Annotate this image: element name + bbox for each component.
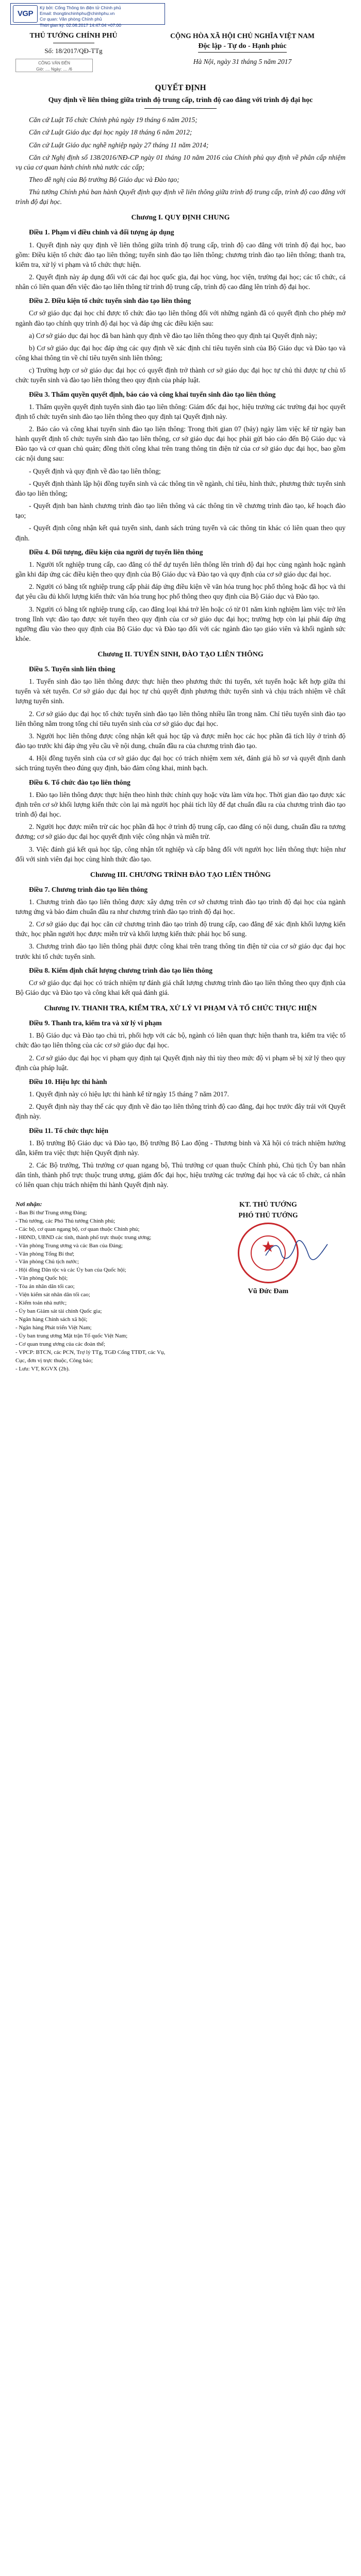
article-title: Điều 10. Hiệu lực thi hành [29, 1077, 107, 1086]
article-paragraph: 2. Cơ sở giáo dục đại học tổ chức tuyển sinh đào tạo liên thông nhiều lần trong năm. Chỉ tiêu tuyển sinh đào tạo liên thông nằm trong tổng chỉ tiêu tuyển sinh của cơ sở giáo dục đại học. [15, 709, 346, 727]
handwritten-signature [263, 1240, 330, 1261]
recipient-item: - Văn phòng Chủ tịch nước; [15, 1259, 79, 1265]
article-paragraph: 2. Người học được miễn trừ các học phần đã học ở trình độ trung cấp, cao đẳng có nội dung, chuẩn đầu ra tương đương; cơ sở giáo dục đại học quyết định việc công nhận và miễn trừ. [15, 823, 346, 841]
article-paragraph: 2. Báo cáo và công khai tuyển sinh đào tạo liên thông: Trong thời gian 07 (bảy) ngày làm việc kể từ ngày ban hành quyết định tổ chức tuyển sinh đào tạo liên thông, cơ sở giáo dục đại học phải gửi báo cáo đến Bộ Giáo dục và Đào tạo và cơ quan chủ quản; đồng thời công khai trên trang thông tin điện tử của cơ sở giáo dục đại học, bao gồm các nội dung sau: [15, 425, 346, 463]
article-paragraph: c) Trường hợp cơ sở giáo dục đại học có quyết định trở thành cơ sở giáo dục đại học tự chủ thì được tự chủ tổ chức tuyển sinh và đào tạo liên thông theo quy định của pháp luật. [15, 366, 346, 384]
signer-role: KT. THỦ TƯỚNG [239, 1201, 297, 1209]
article-paragraph: 2. Các Bộ trưởng, Thủ trưởng cơ quan ngang bộ, Thủ trưởng cơ quan thuộc Chính phủ, Chủ tịch Ủy ban nhân dân tỉnh, thành phố trực thuộc trung ương, giám đốc đại học, hiệu trưởng các trường đại học và các tổ chức, cá nhân có liên quan chịu trách nhiệm thi hành Quyết định này. [15, 1161, 346, 1189]
article-paragraph: 1. Quyết định này có hiệu lực thi hành kể từ ngày 15 tháng 7 năm 2017. [29, 1090, 229, 1098]
article-paragraph: 1. Bộ trưởng Bộ Giáo dục và Đào tạo, Bộ trưởng Bộ Lao động - Thương binh và Xã hội có trách nhiệm hướng dẫn, kiểm tra việc thực hiện Quyết định này. [15, 1139, 346, 1157]
article-paragraph: 4. Hội đồng tuyển sinh của cơ sở giáo dục đại học có trách nhiệm xem xét, đánh giá hồ sơ và quyết định danh sách trúng tuyển theo đúng quy định, bảo đảm công khai, minh bạch. [15, 754, 346, 772]
basis-line: Căn cứ Luật Giáo dục đại học ngày 18 tháng 6 năm 2012; [29, 128, 192, 137]
article [15, 1077, 346, 1122]
article [15, 965, 346, 997]
document-title: QUYẾT ĐỊNH [155, 83, 206, 93]
vgp-logo: VGP [13, 5, 38, 23]
document-number: Số: 18/2017/QĐ-TTg [44, 46, 103, 55]
recipient-item: - Các bộ, cơ quan ngang bộ, cơ quan thuộc Chính phủ; [15, 1226, 140, 1232]
article-title: Điều 9. Thanh tra, kiểm tra và xử lý vi phạm [29, 1019, 162, 1027]
chapter-heading: Chương IV. THANH TRA, KIỂM TRA, XỬ LÝ VI PHẠM VÀ TỔ CHỨC THỰC HIỆN [44, 1005, 317, 1013]
article-title: Điều 11. Tổ chức thực hiện [29, 1126, 108, 1134]
recipient-item: - Ngân hàng Chính sách xã hội; [15, 1316, 88, 1323]
document-header [15, 31, 346, 72]
article-paragraph: - Quyết định thành lập hội đồng tuyển sinh và các thông tin về ngành, chỉ tiêu, hình thức, phương thức tuyển sinh đào tạo liên thông; [15, 479, 346, 497]
issue-date: Hà Nội, ngày 31 tháng 5 năm 2017 [193, 58, 292, 66]
article-paragraph: 1. Bộ Giáo dục và Đào tạo chủ trì, phối hợp với các bộ, ngành có liên quan thực hiện thanh tra, kiểm tra việc tổ chức đào tạo liên thông của các cơ sở giáo dục đại học. [15, 1031, 346, 1049]
article-paragraph: 2. Cơ sở giáo dục đại học vi phạm quy định tại Quyết định này thì tùy theo mức độ vi phạm sẽ bị xử lý theo quy định của pháp luật. [15, 1054, 346, 1072]
stamp-line: Cơ quan: Văn phòng Chính phủ [40, 16, 102, 22]
article-paragraph: 3. Người có bằng tốt nghiệp trung cấp, cao đẳng loại khá trở lên hoặc có từ 01 năm kinh nghiệm làm việc trở lên trong lĩnh vực đào tạo được xét tuyển theo quy định của cơ sở giáo dục đại học; trường hợp còn lại phải đáp ứng ngưỡng đầu vào theo quy định của Bộ Giáo dục và Đào tạo đối với các ngành đào tạo giáo viên và khối ngành sức khỏe. [15, 605, 346, 642]
national-motto: Độc lập - Tự do - Hạnh phúc [198, 41, 286, 53]
article-title: Điều 7. Chương trình đào tạo liên thông [29, 885, 148, 893]
article-paragraph: 1. Chương trình đào tạo liên thông được xây dựng trên cơ sở chương trình đào tạo trình độ đại học của ngành tương ứng và bảo đảm chuẩn đầu ra như chương trình đào tạo trình độ đại học. [15, 897, 346, 916]
signer-subrole: PHÓ THỦ TƯỚNG [238, 1211, 298, 1219]
article-paragraph: - Quyết định ban hành chương trình đào tạo liên thông và các thông tin về chương trình đào tạo, kế hoạch đào tạo; [15, 502, 346, 520]
article [15, 227, 346, 292]
recipient-item: - Viện kiểm sát nhân dân tối cao; [15, 1292, 90, 1298]
recipients-list [15, 1200, 170, 1373]
article [15, 885, 346, 961]
recipient-item: - HĐND, UBND các tỉnh, thành phố trực thuộc trung ương; [15, 1234, 152, 1241]
signature-block [191, 1200, 346, 1373]
stamp-line: Email: thongtinchinhphu@chinhphu.vn [40, 11, 115, 16]
article [15, 296, 346, 385]
receipt-stamp [15, 59, 93, 72]
article [15, 547, 346, 643]
basis-line: Căn cứ Nghị định số 138/2016/NĐ-CP ngày 01 tháng 10 năm 2016 của Chính phủ quy định về phân cấp nhiệm vụ của cơ quan hành chính nhà nước các cấp; [15, 153, 346, 171]
article-paragraph: b) Cơ sở giáo dục đại học đáp ứng các quy định về xác định chỉ tiêu tuyển sinh của Bộ Giáo dục và Đào tạo và công khai thông tin về chỉ tiêu tuyển sinh liên thông; [15, 344, 346, 362]
recipient-item: - Ủy ban Giám sát tài chính Quốc gia; [15, 1308, 102, 1315]
article-title: Điều 3. Thẩm quyền quyết định, báo cáo và công khai tuyển sinh đào tạo liên thông [29, 390, 276, 398]
signer-name: Vũ Đức Đam [248, 1287, 289, 1295]
recipient-item: - Lưu: VT, KGVX (2b). [15, 1365, 70, 1372]
legal-basis [15, 115, 346, 207]
recipient-items [15, 1209, 170, 1374]
receipt-line: Giờ: .... Ngày: .... /6 [36, 66, 72, 72]
basis-line: Theo đề nghị của Bộ trưởng Bộ Giáo dục và Đào tạo; [29, 176, 179, 183]
stamp-line: Ký bởi: Cổng Thông tin điện tử Chính phủ [40, 5, 121, 10]
receipt-line: CÔNG VĂN ĐẾN [38, 61, 70, 66]
seal-star-icon: ★ [261, 1238, 275, 1256]
article-title: Điều 6. Tổ chức đào tạo liên thông [29, 778, 130, 786]
chapter-heading: Chương II. TUYỂN SINH, ĐÀO TẠO LIÊN THÔNG [97, 651, 264, 659]
chapter-heading: Chương I. QUY ĐỊNH CHUNG [131, 214, 230, 222]
article-paragraph: Cơ sở giáo dục đại học chỉ được tổ chức đào tạo liên thông đối với những ngành đã có quyết định cho phép mở ngành đào tạo chính quy trình độ đại học và đáp ứng các điều kiện sau: [15, 309, 346, 327]
article-paragraph: 3. Người học liên thông được công nhận kết quả học tập và được miễn học các học phần đã tích lũy ở trình độ đào tạo trước khi đáp ứng yêu cầu về nội dung, chuẩn đầu ra của chương trình đào tạo. [15, 732, 346, 750]
recipient-item: - Tòa án nhân dân tối cao; [15, 1283, 75, 1290]
document-body [15, 213, 346, 1190]
recipient-item: - Kiểm toán nhà nước; [15, 1300, 67, 1307]
recipient-item: - Cơ quan trung ương của các đoàn thể; [15, 1341, 105, 1347]
recipients-title: Nơi nhận: [15, 1200, 42, 1208]
article-paragraph: - Quyết định công nhận kết quả tuyển sinh, danh sách trúng tuyển và các thông tin khác có liên quan theo quy định. [15, 524, 346, 542]
article-paragraph: 2. Quyết định này thay thế các quy định về đào tạo liên thông trình độ cao đẳng, đại học trước đây trái với Quyết định này. [15, 1103, 346, 1121]
article-title: Điều 4. Đối tượng, điều kiện của người dự tuyển liên thông [29, 548, 203, 556]
article-paragraph: 2. Cơ sở giáo dục đại học căn cứ chương trình đào tạo trình độ trung cấp, cao đẳng để xác định khối lượng kiến thức, học phần người học được miễn trừ và khối lượng kiến thức phải học bổ sung. [15, 920, 346, 938]
article-paragraph: 1. Người tốt nghiệp trung cấp, cao đẳng có thể dự tuyển liên thông lên trình độ đại học cùng ngành hoặc ngành gần khi đáp ứng các điều kiện theo quy định của Bộ Giáo dục và Đào tạo và quy định của cơ sở giáo dục đại học. [15, 560, 346, 579]
article-paragraph: 1. Quyết định này quy định về liên thông giữa trình độ trung cấp, trình độ cao đẳng với trình độ đại học, bao gồm: Điều kiện tổ chức đào tạo liên thông; tuyển sinh đào tạo liên thông; chương trình đào tạo liên thông; thanh tra, kiểm tra, xử lý vi phạm và tổ chức thực hiện. [15, 241, 346, 268]
article [15, 1126, 346, 1190]
basis-line: Căn cứ Luật Giáo dục nghề nghiệp ngày 27 tháng 11 năm 2014; [29, 141, 209, 149]
article-title: Điều 5. Tuyển sinh liên thông [29, 665, 116, 673]
underline-divider [144, 108, 217, 109]
issuing-organization: THỦ TƯỚNG CHÍNH PHỦ [29, 32, 118, 40]
national-block [139, 31, 346, 72]
national-title: CỘNG HÒA XÃ HỘI CHỦ NGHĨA VIỆT NAM [170, 32, 315, 40]
basis-line: Căn cứ Luật Tổ chức Chính phủ ngày 19 tháng 6 năm 2015; [29, 116, 198, 124]
article-paragraph: 1. Thẩm quyền quyết định tuyển sinh đào tạo liên thông: Giám đốc đại học, hiệu trưởng các trường đại học quyết định tổ chức tuyển sinh đào tạo liên thông theo quy định tại Quyết định này. [15, 402, 346, 420]
recipient-item: - Văn phòng Quốc hội; [15, 1275, 68, 1282]
recipient-item: - Ban Bí thư Trung ương Đảng; [15, 1209, 87, 1216]
article-title: Điều 2. Điều kiện tổ chức tuyển sinh đào tạo liên thông [29, 297, 191, 305]
article-paragraph: 1. Đào tạo liên thông được thực hiện theo hình thức chính quy hoặc vừa làm vừa học. Thời gian đào tạo được xác định trên cơ sở khối lượng kiến thức còn lại mà người học phải tích lũy để đạt chuẩn đầu ra của chương trình đào tạo trình độ đại học. [15, 790, 346, 819]
recipient-item: - Ngân hàng Phát triển Việt Nam; [15, 1324, 92, 1331]
article [15, 389, 346, 543]
article [15, 777, 346, 864]
recipient-item: - Ủy ban trung ương Mặt trận Tổ quốc Việt Nam; [15, 1332, 128, 1339]
recipient-item: - Văn phòng Tổng Bí thư; [15, 1250, 75, 1257]
article-paragraph: - Quyết định và quy định về đào tạo liên thông; [29, 467, 161, 475]
recipient-item: - Hội đồng Dân tộc và các Ủy ban của Quốc hội; [15, 1267, 126, 1274]
recipient-item: - Văn phòng Trung ương và các Ban của Đảng; [15, 1242, 123, 1249]
article-paragraph: Cơ sở giáo dục đại học có trách nhiệm tự đánh giá chất lượng chương trình đào tạo liên thông theo quy định của Bộ Giáo dục và Đào tạo và công khai kết quả đánh giá. [15, 978, 346, 997]
article-paragraph: 3. Việc đánh giá kết quả học tập, công nhận tốt nghiệp và cấp bằng đối với người học liên thông thực hiện như đối với sinh viên đại học cùng hình thức đào tạo. [15, 845, 346, 863]
article-paragraph: a) Cơ sở giáo dục đại học đã ban hành quy định về đào tạo liên thông theo quy định tại Quyết định này; [29, 331, 318, 340]
article-title: Điều 8. Kiểm định chất lượng chương trình đào tạo liên thông [29, 966, 212, 974]
basis-line: Thủ tướng Chính phủ ban hành Quyết định quy định về liên thông giữa trình độ trung cấp, trình độ cao đẳng với trình độ đại học. [15, 188, 346, 206]
issuer-block [15, 31, 132, 72]
recipient-item: - VPCP: BTCN, các PCN, Trợ lý TTg, TGĐ Cổng TTĐT, các Vụ, Cục, đơn vị trực thuộc, Công báo; [15, 1349, 166, 1364]
article-paragraph: 2. Quyết định này áp dụng đối với các đại học quốc gia, đại học vùng, học viện, trường đại học; các tổ chức, cá nhân có liên quan đến việc đào tạo liên thông từ trình độ trung cấp, trình độ cao đẳng lên trình độ đại học. [15, 273, 346, 291]
article [15, 664, 346, 773]
document-subtitle: Quy định về liên thông giữa trình độ trung cấp, trình độ cao đẳng với trình độ đại học [48, 96, 313, 105]
digital-signature-stamp [10, 3, 165, 28]
article-paragraph: 1. Tuyển sinh đào tạo liên thông được thực hiện theo phương thức thi tuyển, xét tuyển hoặc kết hợp giữa thi tuyển và xét tuyển. Cơ sở giáo dục đại học tự chủ quyết định phương thức tuyển sinh và chịu trách nhiệm về chất lượng tuyển sinh. [15, 677, 346, 705]
article [15, 1018, 346, 1073]
recipient-item: - Thủ tướng, các Phó Thủ tướng Chính phủ; [15, 1217, 116, 1224]
article-title: Điều 1. Phạm vi điều chỉnh và đối tượng áp dụng [29, 228, 174, 236]
article-paragraph: 2. Người có bằng tốt nghiệp trung cấp phải đáp ứng điều kiện về văn hóa trung học phổ thông hoặc đã học và thi đạt yêu cầu đủ khối lượng kiến thức văn hóa trung học phổ thông theo quy định của Bộ Giáo dục và Đào tạo. [15, 583, 346, 601]
article-paragraph: 3. Chương trình đào tạo liên thông phải được công khai trên trang thông tin điện tử của cơ sở giáo dục đại học trước khi tổ chức tuyển sinh. [15, 942, 346, 960]
stamp-line: Thời gian ký: 02.06.2017 14:47:04 +07:00 [40, 22, 121, 28]
chapter-heading: Chương III. CHƯƠNG TRÌNH ĐÀO TẠO LIÊN THÔNG [90, 871, 271, 879]
document-footer [15, 1200, 346, 1373]
